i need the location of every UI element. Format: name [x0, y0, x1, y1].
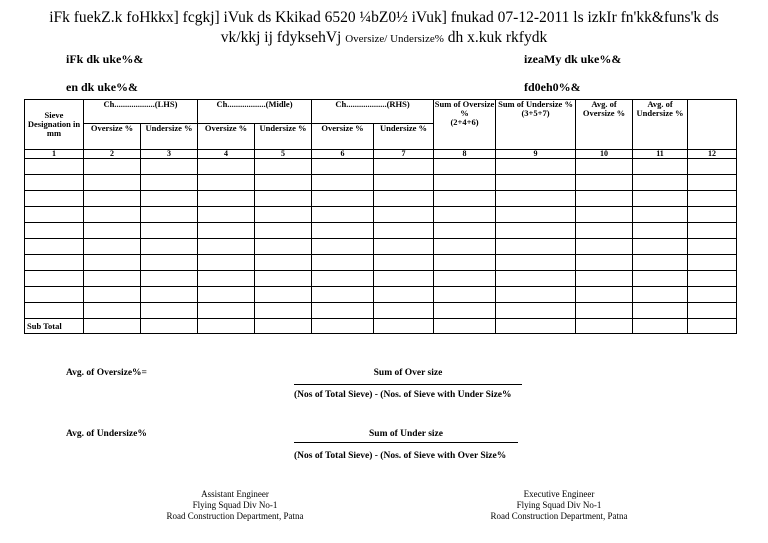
- table-cell[interactable]: [255, 255, 312, 271]
- table-cell[interactable]: [633, 303, 688, 319]
- table-cell[interactable]: [688, 255, 737, 271]
- sum-undersize-label: Sum of Undersize %: [498, 99, 573, 109]
- lhs-oversize-header: Oversize %: [84, 124, 141, 150]
- sub-total-cell[interactable]: [374, 319, 434, 334]
- avg-undersize-header: Avg. of Undersize %: [633, 100, 688, 150]
- column-number-cell: 2: [84, 150, 141, 159]
- table-cell[interactable]: [312, 239, 374, 255]
- table-cell[interactable]: [312, 271, 374, 287]
- table-cell[interactable]: [141, 271, 198, 287]
- avg-oversize-fraction-line: [294, 384, 522, 385]
- avg-oversize-denominator: (Nos of Total Sieve) - (Nos. of Sieve with Under Size%: [294, 390, 512, 400]
- table-cell[interactable]: [312, 223, 374, 239]
- column-number-row: [25, 150, 737, 159]
- table-cell[interactable]: [434, 271, 496, 287]
- table-cell[interactable]: [312, 175, 374, 191]
- signature-right: [449, 489, 669, 522]
- table-cell[interactable]: [633, 271, 688, 287]
- table-cell[interactable]: [312, 159, 374, 175]
- table-cell[interactable]: [84, 207, 141, 223]
- table-cell[interactable]: [84, 271, 141, 287]
- table-cell[interactable]: [25, 175, 84, 191]
- table-cell[interactable]: [633, 207, 688, 223]
- table-row: [25, 239, 737, 255]
- table-cell[interactable]: [374, 255, 434, 271]
- avg-undersize-numerator: Sum of Under size: [369, 429, 443, 439]
- table-cell[interactable]: [374, 271, 434, 287]
- table-cell[interactable]: [141, 159, 198, 175]
- table-cell[interactable]: [496, 191, 576, 207]
- title-line-2: [0, 28, 768, 49]
- table-cell[interactable]: [496, 159, 576, 175]
- table-row: [25, 175, 737, 191]
- signature-left-title: Assistant Engineer: [201, 489, 269, 499]
- sum-undersize-header: [496, 100, 576, 150]
- table-cell[interactable]: [255, 239, 312, 255]
- signature-right-title: Executive Engineer: [523, 489, 595, 499]
- table-cell[interactable]: [198, 255, 255, 271]
- column-number-cell: 9: [496, 150, 576, 159]
- table-cell[interactable]: [84, 191, 141, 207]
- road-name-label: iFk dk uke%&: [66, 52, 144, 66]
- table-cell[interactable]: [84, 303, 141, 319]
- table-cell[interactable]: [141, 191, 198, 207]
- table-cell[interactable]: [374, 191, 434, 207]
- table-cell[interactable]: [198, 159, 255, 175]
- table-row: [25, 271, 737, 287]
- table-cell[interactable]: [576, 207, 633, 223]
- table-cell[interactable]: [141, 223, 198, 239]
- table-cell[interactable]: [434, 191, 496, 207]
- table-cell[interactable]: [374, 239, 434, 255]
- table-cell[interactable]: [312, 303, 374, 319]
- ch-rhs-header: Ch...................(RHS): [312, 100, 434, 124]
- table-row: [25, 159, 737, 175]
- sub-total-cell[interactable]: [434, 319, 496, 334]
- title-line-2-small: Oversize/ Undersize%: [345, 33, 444, 45]
- table-cell[interactable]: [434, 207, 496, 223]
- table-cell[interactable]: [198, 303, 255, 319]
- sum-oversize-formula: (2+4+6): [450, 117, 479, 127]
- table-cell[interactable]: [496, 207, 576, 223]
- table-cell[interactable]: [434, 223, 496, 239]
- table-cell[interactable]: [255, 191, 312, 207]
- table-cell[interactable]: [25, 159, 84, 175]
- table-cell[interactable]: [25, 239, 84, 255]
- sub-total-cell[interactable]: [576, 319, 633, 334]
- ch-lhs-header: Ch...................(LHS): [84, 100, 198, 124]
- table-row: [25, 287, 737, 303]
- table-cell[interactable]: [576, 191, 633, 207]
- table-row: [25, 255, 737, 271]
- table-cell[interactable]: [255, 287, 312, 303]
- table-cell[interactable]: [25, 255, 84, 271]
- table-cell[interactable]: [255, 175, 312, 191]
- column-number-cell: 6: [312, 150, 374, 159]
- title-line-1: iFk fuekZ.k foHkkx] fcgkj] iVuk ds Kkikad 6520 ¼bZ0½ iVuk] fnukad 07-12-2011 ls izkIr fn'kk&funs'k ds: [49, 9, 719, 26]
- signature-right-unit: Flying Squad Div No-1: [516, 500, 602, 510]
- table-cell[interactable]: [688, 239, 737, 255]
- table-cell[interactable]: [633, 239, 688, 255]
- column-number-cell: 12: [688, 150, 737, 159]
- table-cell[interactable]: [255, 223, 312, 239]
- table-cell[interactable]: [25, 207, 84, 223]
- table-cell[interactable]: [434, 303, 496, 319]
- table-cell[interactable]: [198, 175, 255, 191]
- table-cell[interactable]: [374, 287, 434, 303]
- column-number-cell: 4: [198, 150, 255, 159]
- avg-undersize-fraction-line: [294, 442, 518, 443]
- table-cell[interactable]: [141, 303, 198, 319]
- table-cell[interactable]: [434, 239, 496, 255]
- table-cell[interactable]: [312, 207, 374, 223]
- table-cell[interactable]: [198, 287, 255, 303]
- table-cell[interactable]: [141, 255, 198, 271]
- table-cell[interactable]: [312, 287, 374, 303]
- km-label: fd0eh0%&: [524, 80, 581, 94]
- sub-total-cell[interactable]: [84, 319, 141, 334]
- column-number-cell: 5: [255, 150, 312, 159]
- table-cell[interactable]: [633, 255, 688, 271]
- table-cell[interactable]: [496, 223, 576, 239]
- table-cell[interactable]: [84, 287, 141, 303]
- table-cell[interactable]: [688, 223, 737, 239]
- table-cell[interactable]: [255, 303, 312, 319]
- table-cell[interactable]: [312, 255, 374, 271]
- table-row: [25, 223, 737, 239]
- midle-oversize-header: Oversize %: [198, 124, 255, 150]
- title-line-2-end: dh x.kuk rkfydk: [447, 29, 548, 46]
- column-number-cell: 10: [576, 150, 633, 159]
- table-cell[interactable]: [496, 175, 576, 191]
- avg-undersize-denominator: (Nos of Total Sieve) - (Nos. of Sieve with Over Size%: [294, 451, 507, 461]
- signature-left: [125, 489, 345, 522]
- table-cell[interactable]: [141, 287, 198, 303]
- table-cell[interactable]: [25, 191, 84, 207]
- sieve-table: [24, 99, 737, 334]
- table-cell[interactable]: [633, 223, 688, 239]
- sum-oversize-header: [434, 100, 496, 150]
- sub-total-row: [25, 319, 737, 334]
- table-row: [25, 303, 737, 319]
- table-cell[interactable]: [198, 207, 255, 223]
- table-cell[interactable]: [688, 159, 737, 175]
- table-cell[interactable]: [434, 287, 496, 303]
- table-cell[interactable]: [198, 271, 255, 287]
- table-cell[interactable]: [633, 287, 688, 303]
- column-number-cell: 8: [434, 150, 496, 159]
- table-cell[interactable]: [633, 175, 688, 191]
- sub-total-cell[interactable]: [141, 319, 198, 334]
- rhs-undersize-header: Undersize %: [374, 124, 434, 150]
- table-header-row: [25, 100, 737, 124]
- work-name-label: en dk uke%&: [66, 80, 139, 94]
- table-cell[interactable]: [496, 287, 576, 303]
- table-cell[interactable]: [576, 223, 633, 239]
- sub-total-label: Sub Total: [25, 319, 84, 334]
- table-cell[interactable]: [198, 223, 255, 239]
- ch-midle-header: Ch..................(Midle): [198, 100, 312, 124]
- table-cell[interactable]: [688, 191, 737, 207]
- title-line-2-main: vk/kkj ij fdyksehVj: [220, 29, 342, 46]
- table-cell[interactable]: [688, 271, 737, 287]
- table-cell[interactable]: [576, 255, 633, 271]
- column-number-cell: 1: [25, 150, 84, 159]
- table-cell[interactable]: [141, 239, 198, 255]
- lhs-undersize-header: Undersize %: [141, 124, 198, 150]
- table-cell[interactable]: [255, 271, 312, 287]
- signature-left-unit: Flying Squad Div No-1: [192, 500, 278, 510]
- column-number-cell: 7: [374, 150, 434, 159]
- table-cell[interactable]: [688, 175, 737, 191]
- table-cell[interactable]: [434, 255, 496, 271]
- table-cell[interactable]: [374, 207, 434, 223]
- sieve-designation-header: Sieve Designation in mm: [25, 100, 84, 150]
- table-cell[interactable]: [84, 255, 141, 271]
- sum-oversize-label: Sum of Oversize %: [434, 99, 495, 118]
- sub-total-cell[interactable]: [633, 319, 688, 334]
- sub-total-cell[interactable]: [255, 319, 312, 334]
- table-cell[interactable]: [576, 239, 633, 255]
- sub-total-cell[interactable]: [198, 319, 255, 334]
- column-number-cell: 3: [141, 150, 198, 159]
- table-cell[interactable]: [25, 303, 84, 319]
- table-cell[interactable]: [688, 303, 737, 319]
- avg-oversize-formula-label: Avg. of Oversize%=: [66, 368, 147, 378]
- signature-right-dept: Road Construction Department, Patna: [490, 511, 628, 521]
- sub-total-cell[interactable]: [312, 319, 374, 334]
- page-title: [0, 8, 768, 49]
- table-cell[interactable]: [688, 287, 737, 303]
- table-cell[interactable]: [374, 175, 434, 191]
- table-cell[interactable]: [633, 191, 688, 207]
- table-cell[interactable]: [198, 191, 255, 207]
- table-row: [25, 207, 737, 223]
- table-cell[interactable]: [312, 191, 374, 207]
- table-cell[interactable]: [496, 303, 576, 319]
- table-cell[interactable]: [84, 239, 141, 255]
- table-cell[interactable]: [576, 303, 633, 319]
- table-cell[interactable]: [688, 207, 737, 223]
- table-cell[interactable]: [25, 287, 84, 303]
- extra-column-header: [688, 100, 737, 150]
- table-cell[interactable]: [374, 159, 434, 175]
- table-cell[interactable]: [25, 223, 84, 239]
- table-cell[interactable]: [434, 175, 496, 191]
- column-number-cell: 11: [633, 150, 688, 159]
- table-cell[interactable]: [25, 271, 84, 287]
- table-cell[interactable]: [141, 175, 198, 191]
- table-cell[interactable]: [496, 271, 576, 287]
- table-cell[interactable]: [576, 287, 633, 303]
- table-cell[interactable]: [198, 239, 255, 255]
- table-row: [25, 191, 737, 207]
- table-cell[interactable]: [576, 175, 633, 191]
- midle-undersize-header: Undersize %: [255, 124, 312, 150]
- table-cell[interactable]: [255, 159, 312, 175]
- division-name-label: izeaMy dk uke%&: [524, 52, 622, 66]
- sub-total-cell[interactable]: [688, 319, 737, 334]
- avg-oversize-header: Avg. of Oversize %: [576, 100, 633, 150]
- rhs-oversize-header: Oversize %: [312, 124, 374, 150]
- sub-total-cell[interactable]: [496, 319, 576, 334]
- signature-left-dept: Road Construction Department, Patna: [166, 511, 304, 521]
- avg-oversize-numerator: Sum of Over size: [373, 368, 443, 378]
- table-cell[interactable]: [576, 159, 633, 175]
- sum-undersize-formula: (3+5+7): [521, 108, 550, 118]
- table-cell[interactable]: [84, 175, 141, 191]
- table-cell[interactable]: [434, 159, 496, 175]
- table-cell[interactable]: [496, 255, 576, 271]
- table-cell[interactable]: [141, 207, 198, 223]
- table-cell[interactable]: [374, 303, 434, 319]
- table-cell[interactable]: [633, 159, 688, 175]
- table-cell[interactable]: [374, 223, 434, 239]
- table-cell[interactable]: [496, 239, 576, 255]
- table-cell[interactable]: [255, 207, 312, 223]
- table-cell[interactable]: [84, 159, 141, 175]
- avg-undersize-formula-label: Avg. of Undersize%: [66, 429, 147, 439]
- table-cell[interactable]: [84, 223, 141, 239]
- table-cell[interactable]: [576, 271, 633, 287]
